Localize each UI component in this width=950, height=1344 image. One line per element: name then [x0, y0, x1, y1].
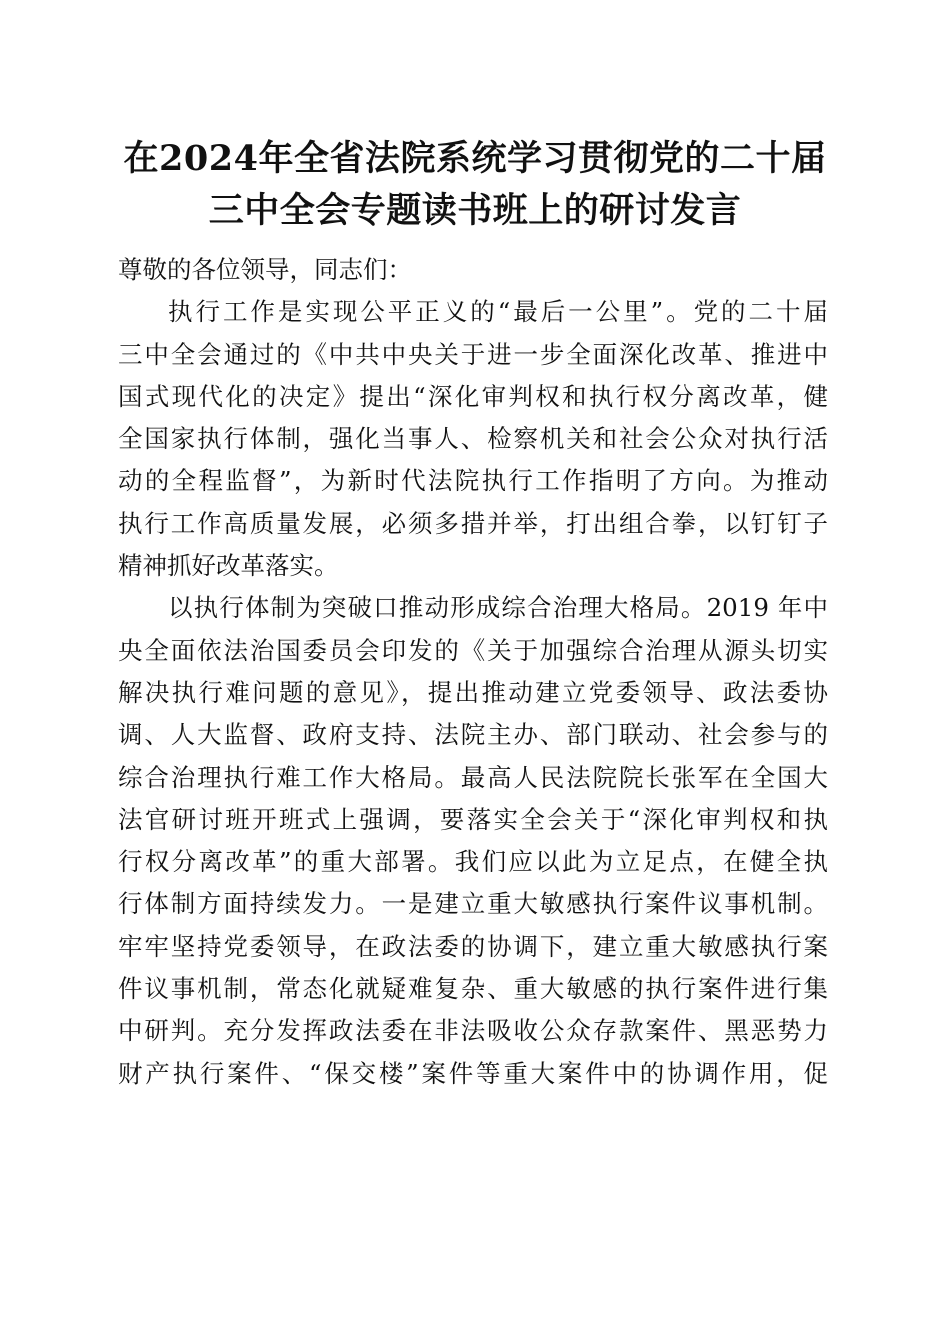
- paragraph-line: 件议事机制，常态化就疑难复杂、重大敏感的执行案件进行集: [118, 974, 828, 1004]
- paragraph-line: 执行工作是实现公平正义的“最后一公里”。党的二十届: [168, 297, 828, 327]
- paragraph: [118, 587, 828, 1095]
- paragraph-line: 行权分离改革”的重大部署。我们应以此为立足点，在健全执: [118, 847, 828, 877]
- title-line: 三中全会专题读书班上的研讨发言: [208, 190, 742, 231]
- title-line: 在2024年全省法院系统学习贯彻党的二十届: [123, 138, 827, 179]
- paragraph-line: 全国家执行体制，强化当事人、检察机关和社会公众对执行活: [118, 424, 828, 454]
- document-title: [100, 133, 850, 237]
- document-body: [118, 249, 828, 1095]
- paragraph-line: 调、人大监督、政府支持、法院主办、部门联动、社会参与的: [118, 720, 828, 750]
- paragraph-line: 动的全程监督”，为新时代法院执行工作指明了方向。为推动: [118, 466, 828, 496]
- paragraph-line: 精神抓好改革落实。: [118, 551, 339, 581]
- paragraph-line: 以执行体制为突破口推动形成综合治理大格局。2019 年中: [168, 593, 828, 623]
- paragraph-line: 解决执行难问题的意见》，提出推动建立党委领导、政法委协: [118, 677, 828, 707]
- paragraph-line: 财产执行案件、“保交楼”案件等重大案件中的协调作用，促: [118, 1058, 828, 1088]
- paragraph-line: 执行工作高质量发展，必须多措并举，打出组合拳，以钉钉子: [118, 508, 828, 538]
- paragraph-line: 三中全会通过的《中共中央关于进一步全面深化改革、推进中: [118, 339, 828, 369]
- paragraph-line: 中研判。充分发挥政法委在非法吸收公众存款案件、黑恶势力: [118, 1016, 828, 1046]
- paragraph: [118, 291, 828, 587]
- greeting: 尊敬的各位领导，同志们：: [118, 255, 412, 284]
- paragraph-line: 综合治理执行难工作大格局。最高人民法院院长张军在全国大: [118, 762, 828, 792]
- paragraph-line: 央全面依法治国委员会印发的《关于加强综合治理从源头切实: [118, 635, 828, 665]
- paragraph-line: 国式现代化的决定》提出“深化审判权和执行权分离改革，健: [118, 381, 828, 411]
- paragraph-line: 行体制方面持续发力。一是建立重大敏感执行案件议事机制。: [118, 889, 828, 919]
- paragraph-line: 牢牢坚持党委领导，在政法委的协调下，建立重大敏感执行案: [118, 931, 828, 961]
- paragraph-line: 法官研讨班开班式上强调，要落实全会关于“深化审判权和执: [118, 804, 828, 834]
